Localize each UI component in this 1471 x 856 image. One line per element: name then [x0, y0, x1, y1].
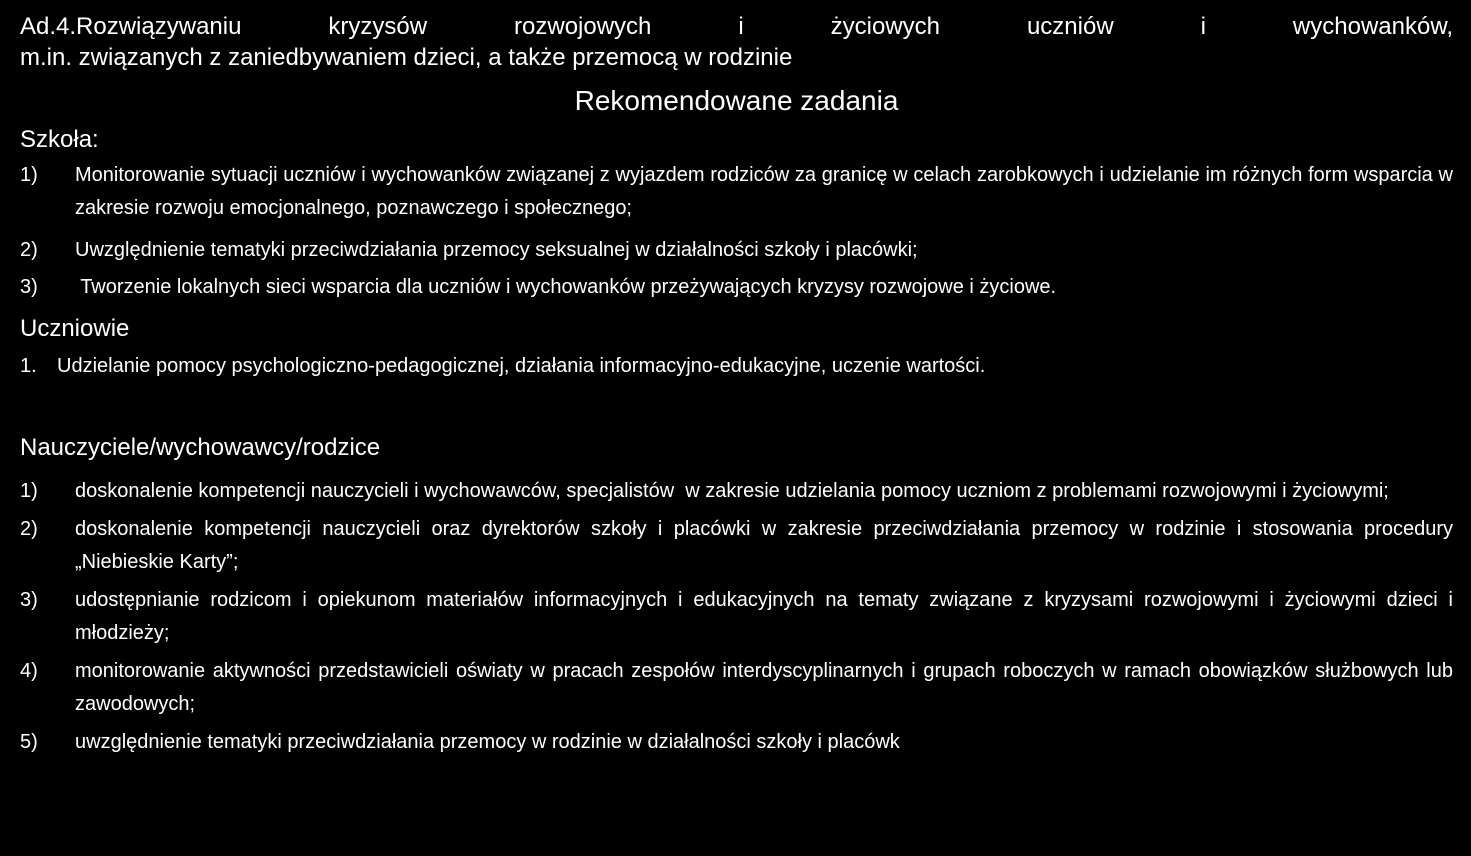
list-item	[20, 475, 1453, 508]
item-number: 2)	[20, 239, 38, 261]
section-title-nauczyciele: Nauczyciele/wychowawcy/rodzice	[20, 434, 381, 461]
subtitle: Rekomendowane zadania	[574, 85, 899, 116]
item-text: Monitorowanie sytuacji uczniów i wychowanków związanej z wyjazdem rodziców za granicę w celach zarobkowych i udzielanie im różnych form wsparcia w zakresie rozwoju emocjonalnego, poznawczego i społecznego;	[75, 164, 1453, 219]
item-text: doskonalenie kompetencji nauczycieli i wychowawców, specjalistów w zakresie udzielania pomocy uczniom z problemami rozwojowymi i życiowymi;	[75, 480, 1389, 502]
item-number: 1.	[20, 355, 37, 377]
item-number: 2)	[20, 518, 38, 540]
item-text: Uwzględnienie tematyki przeciwdziałania przemocy seksualnej w działalności szkoły i placówki;	[75, 239, 918, 261]
list-item	[20, 234, 1453, 267]
heading-line-2: m.in. związanych z zaniedbywaniem dzieci, a także przemocą w rodzinie	[20, 44, 793, 71]
item-number: 4)	[20, 660, 38, 682]
heading	[20, 10, 1453, 44]
list-item	[20, 655, 1453, 721]
item-text: Udzielanie pomocy psychologiczno-pedagogicznej, działania informacyjno-edukacyjne, uczenie wartości.	[57, 355, 986, 377]
item-text: monitorowanie aktywności przedstawicieli oświaty w pracach zespołów interdyscyplinarnych i grupach roboczych w ramach obowiązków służbowych lub zawodowych;	[75, 660, 1453, 715]
heading-line-1: Ad.4.Rozwiązywaniu kryzysów rozwojowych i życiowych uczniów i wychowanków,	[20, 13, 1453, 40]
list-item	[20, 159, 1453, 225]
heading-continued	[20, 41, 1453, 75]
document-page	[20, 10, 1453, 759]
item-text: Tworzenie lokalnych sieci wsparcia dla uczniów i wychowanków przeżywających kryzysy rozwojowe i życiowe.	[75, 276, 1057, 298]
item-number: 1)	[20, 164, 38, 186]
section-title-uczniowie: Uczniowie	[20, 315, 130, 342]
item-number: 3)	[20, 276, 38, 298]
list-item	[20, 726, 1453, 759]
item-text: doskonalenie kompetencji nauczycieli oraz dyrektorów szkoły i placówki w zakresie przeciwdziałania przemocy w rodzinie i stosowania procedury „Niebieskie Karty”;	[75, 518, 1453, 573]
section-title-szkola: Szkoła:	[20, 126, 99, 153]
item-number: 5)	[20, 731, 38, 753]
item-number: 3)	[20, 589, 38, 611]
list-item	[20, 513, 1453, 579]
nauczyciele-list	[20, 475, 1453, 759]
szkola-list	[20, 159, 1453, 304]
list-item	[20, 271, 1453, 304]
uczniowie-list	[20, 350, 1453, 383]
item-text: udostępnianie rodzicom i opiekunom materiałów informacyjnych i edukacyjnych na tematy związane z kryzysami rozwojowymi i życiowymi dzieci i młodzieży;	[75, 589, 1453, 644]
list-item	[20, 350, 1453, 383]
list-item	[20, 584, 1453, 650]
item-text: uwzględnienie tematyki przeciwdziałania przemocy w rodzinie w działalności szkoły i placówk	[75, 731, 900, 753]
item-number: 1)	[20, 480, 38, 502]
